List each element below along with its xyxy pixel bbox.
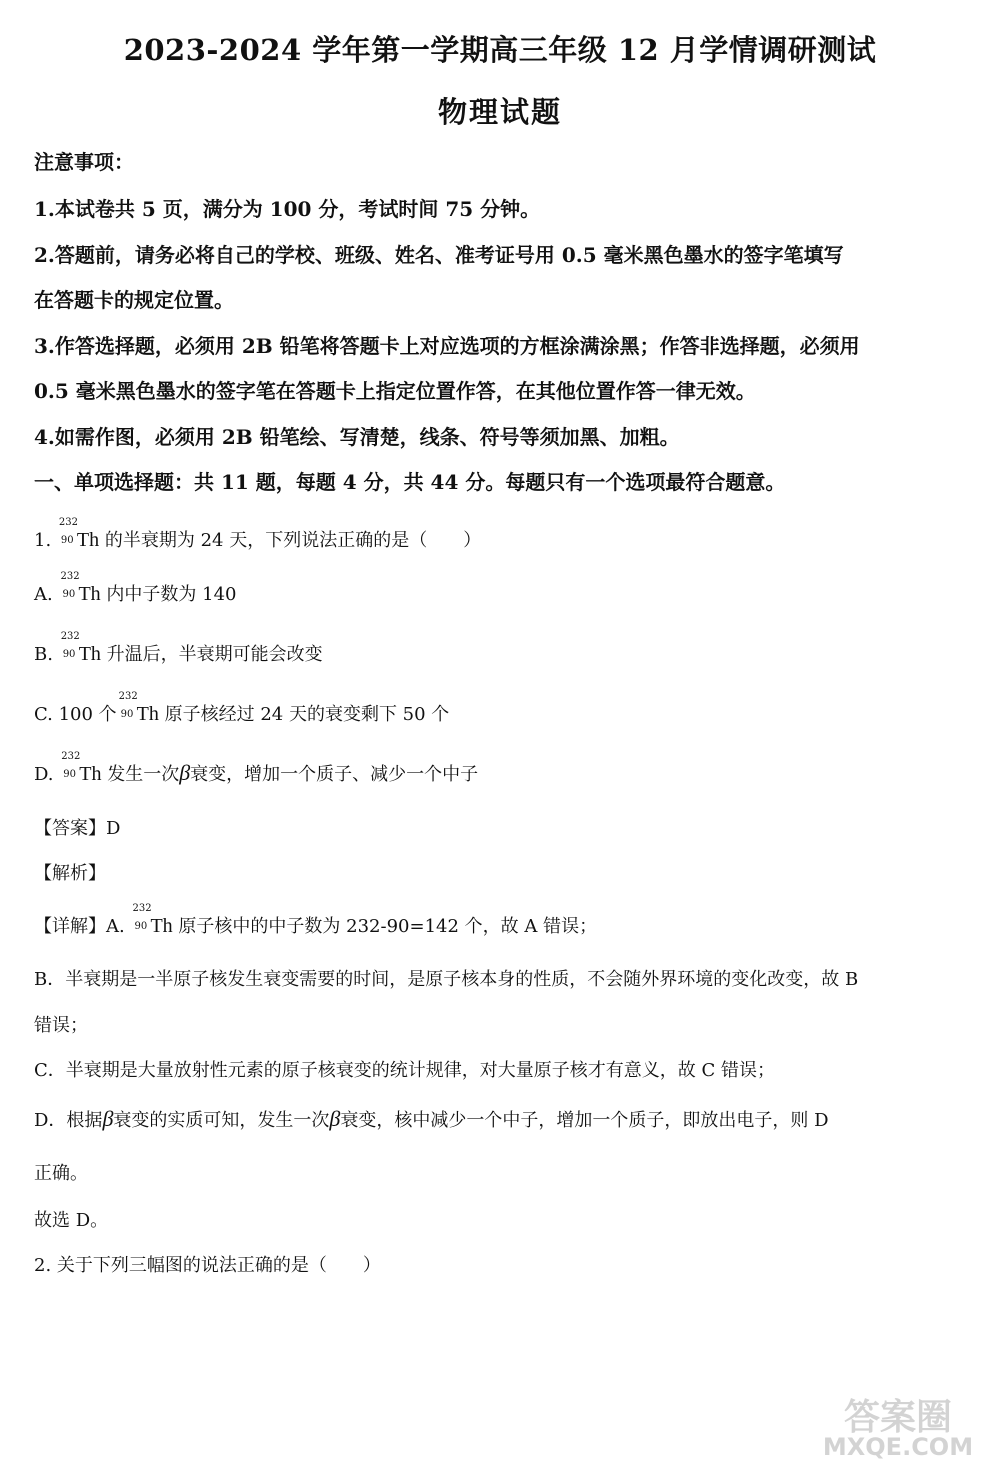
option-text: 原子核经过 24 天的衰变剩下 50 个 [164,704,450,725]
notice-item-4: 4.如需作图，必须用 2B 铅笔绘、写清楚，线条、符号等须加黑、加粗。 [34,425,680,449]
section-heading: 一、单项选择题：共 11 题，每题 4 分，共 44 分。每题只有一个选项最符合题意。 [34,470,786,494]
detail-text: D．根据 [34,1110,103,1131]
nuclide-notation [59,751,81,782]
detail-c: C．半衰期是大量放射性元素的原子核衰变的统计规律，对大量原子核才有意义，故 C 错误； [34,1060,775,1081]
atomic-number: 90 [62,589,76,600]
answer-line: 【答案】D [34,818,121,839]
notice-item-2-line-1: 2.答题前，请务必将自己的学校、班级、姓名、准考证号用 0.5 毫米黑色墨水的签字笔填写 [34,243,844,267]
beta-symbol: β [329,1106,341,1131]
nuclide-notation [57,517,79,548]
watermark-url: MXQE.COM [822,1433,974,1461]
beta-symbol: β [179,760,191,785]
option-a [34,571,237,606]
atomic-number: 90 [120,709,134,720]
watermark-text: 答案圈 [843,1396,952,1438]
detail-label: 【详解】A. [34,916,125,937]
option-text: 升温后，半衰期可能会改变 [106,644,323,665]
nuclide-notation [59,631,80,662]
watermark-logo [818,1389,978,1469]
analysis-heading: 【解析】 [34,863,106,884]
mass-number: 232 [58,517,79,528]
question-stem-text: 的半衰期为 24 天，下列说法正确的是（ ） [104,530,482,551]
option-c [34,691,450,726]
page-subtitle: 物理试题 [437,95,562,129]
notice-item-3-line-2: 0.5 毫米黑色墨水的签字笔在答题卡上指定位置作答，在其他位置作答一律无效。 [34,379,756,403]
option-label: D. [34,764,54,785]
atomic-number: 90 [62,649,76,660]
detail-text: 衰变的实质可知，发生一次 [113,1110,330,1131]
option-b [34,631,323,666]
question-2-stem: 2. 关于下列三幅图的说法正确的是（ ） [34,1255,381,1276]
option-text: 衰变，增加一个质子、减少一个中子 [190,764,479,785]
beta-symbol: β [102,1106,114,1131]
option-text: 发生一次 [107,764,180,785]
mass-number: 232 [132,903,152,914]
question-number: 1. [34,530,52,551]
detail-text: 原子核中的中子数为 232-90=142 个，故 A 错误； [178,916,598,937]
mass-number: 232 [118,691,138,702]
detail-b-line-2: 错误； [34,1015,88,1036]
atomic-number: 90 [60,535,74,546]
detail-b-line-1: B．半衰期是一半原子核发生衰变需要的时间，是原子核本身的性质，不会随外界环境的变化改变，故 B [34,969,859,990]
option-text: 内中子数为 140 [106,584,237,605]
atomic-number: 90 [134,921,148,932]
nuclide-notation [130,903,152,934]
notice-heading: 注意事项： [34,150,134,174]
element-symbol: Th [78,583,101,605]
option-label: B. [34,644,53,665]
element-symbol: Th [136,703,159,725]
atomic-number: 90 [63,769,76,780]
notice-item-3-line-1: 3.作答选择题，必须用 2B 铅笔将答题卡上对应选项的方框涂满涂黑；作答非选择题，必须用 [34,334,860,358]
detail-d-line-2: 正确。 [34,1163,88,1184]
nuclide-notation [117,691,138,722]
detail-a [34,903,598,938]
mass-number: 232 [60,631,80,642]
element-symbol: Th [150,915,173,937]
notice-item-2-line-2: 在答题卡的规定位置。 [34,288,234,312]
mass-number: 232 [60,571,80,582]
detail-d-line-1 [34,1106,829,1132]
conclusion: 故选 D。 [34,1210,109,1231]
question-1-stem [34,517,482,552]
page-title: 2023-2024 学年第一学期高三年级 12 月学情调研测试 [123,33,877,67]
detail-text: 衰变，核中减少一个中子，增加一个质子，即放出电子，则 D [340,1110,829,1131]
notice-item-1: 1.本试卷共 5 页，满分为 100 分，考试时间 75 分钟。 [34,197,541,221]
nuclide-notation [58,571,80,602]
element-symbol: Th [79,763,102,785]
option-label: A. [34,584,53,605]
option-d [34,751,479,786]
element-symbol: Th [78,643,101,665]
mass-number: 232 [61,751,81,762]
option-label: C. 100 个 [34,704,117,725]
element-symbol: Th [76,529,100,551]
